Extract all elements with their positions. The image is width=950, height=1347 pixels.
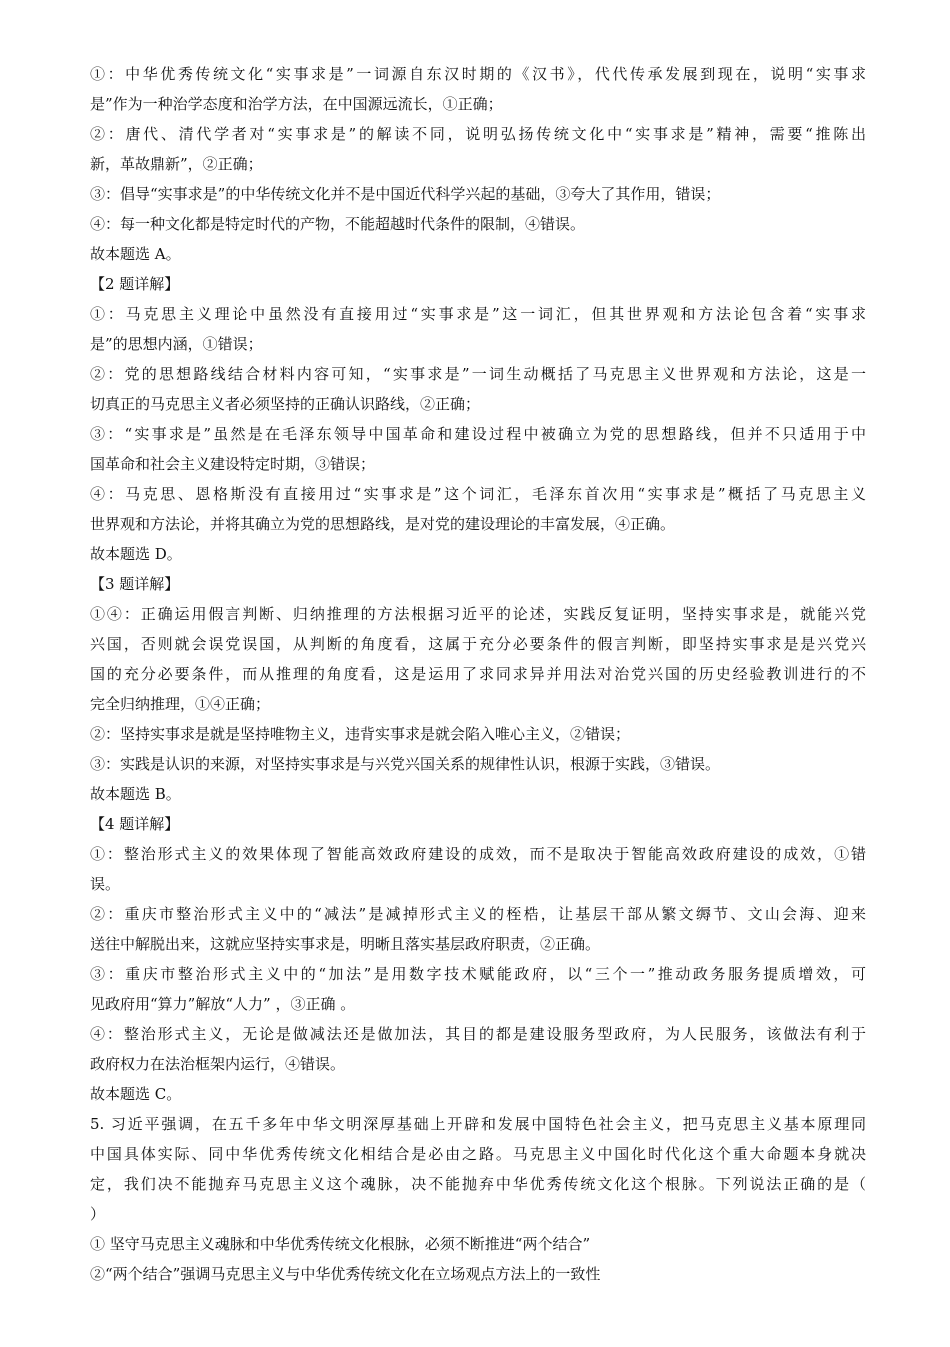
text-line: ④：每一种文化都是特定时代的产物，不能超越时代条件的限制，④错误。: [90, 215, 586, 233]
text-line: 是”的思想内涵，①错误；: [90, 335, 263, 353]
text-line: 送往中解脱出来，这就应坚持实事求是，明晰且落实基层政府职责，②正确。: [90, 935, 601, 953]
q4-item-3: [90, 959, 866, 1019]
text-line: ①④：正确运用假言判断、归纳推理的方法根据习近平的论述，实践反复证明，坚持实事求是，就能兴党: [90, 605, 866, 623]
text-line: 定，我们决不能抛弃马克思主义这个魂脉，决不能抛弃中华优秀传统文化这个根脉。下列说法正确的是（: [90, 1175, 866, 1193]
text-line: 国革命和社会主义建设特定时期，③错误；: [90, 455, 376, 473]
q2-item-3: [90, 419, 866, 479]
q3-heading: [90, 569, 866, 599]
q1-item-1: [90, 59, 866, 119]
text-line: ②：党的思想路线结合材料内容可知，“实事求是”一词生动概括了马克思主义世界观和方法论，这是一: [90, 365, 866, 383]
q2-heading: [90, 269, 866, 299]
text-line: ① 坚守马克思主义魂脉和中华优秀传统文化根脉，必须不断推进“两个结合”: [90, 1235, 591, 1253]
q5-stem: [90, 1109, 866, 1229]
text-line: 误。: [90, 875, 121, 893]
q3-item-14: [90, 599, 866, 719]
text-line: 5. 习近平强调，在五千多年中华文明深厚基础上开辟和发展中国特色社会主义，把马克思主义基本原理同: [90, 1115, 866, 1133]
text-line: 见政府用“算力”解放“人力” ，③正确 。: [90, 995, 356, 1013]
q4-item-2: [90, 899, 866, 959]
text-line: ①：中华优秀传统文化“实事求是”一词源自东汉时期的《汉书》，代代传承发展到现在，说明“实事求: [90, 65, 866, 83]
text-line: ①：马克思主义理论中虽然没有直接用过“实事求是”这一词汇，但其世界观和方法论包含着“实事求: [90, 305, 866, 323]
text-line: ④：整治形式主义，无论是做减法还是做加法，其目的都是建设服务型政府，为人民服务，该做法有利于: [90, 1025, 866, 1043]
text-line: ②“两个结合”强调马克思主义与中华优秀传统文化在立场观点方法上的一致性: [90, 1265, 601, 1283]
text-line: ③：倡导“实事求是”的中华传统文化并不是中国近代科学兴起的基础，③夸大了其作用，错误；: [90, 185, 721, 203]
text-line: 故本题选 C。: [90, 1085, 182, 1103]
text-line: ②：唐代、清代学者对“实事求是”的解读不同，说明弘扬传统文化中“实事求是”精神，需要“推陈出: [90, 125, 866, 143]
q4-answer: [90, 1079, 866, 1109]
text-line: 国的充分必要条件，而从推理的角度看，这是运用了求同求异并用法对治党兴国的历史经验教训进行的不: [90, 665, 866, 683]
q1-item-4: [90, 209, 866, 239]
q1-item-3: [90, 179, 866, 209]
section-heading: 【2 题详解】: [90, 275, 180, 293]
q4-item-4: [90, 1019, 866, 1079]
text-line: 世界观和方法论，并将其确立为党的思想路线，是对党的建设理论的丰富发展，④正确。: [90, 515, 676, 533]
q3-item-3: [90, 749, 866, 779]
q4-item-1: [90, 839, 866, 899]
text-line: ③：实践是认识的来源，对坚持实事求是与兴党兴国关系的规律性认识，根源于实践，③错误。: [90, 755, 721, 773]
text-line: 是”作为一种治学态度和治学方法，在中国源远流长，①正确；: [90, 95, 503, 113]
section-heading: 【4 题详解】: [90, 815, 180, 833]
text-line: ②：重庆市整治形式主义中的“减法”是减掉形式主义的桎梏，让基层干部从繁文缛节、文山会海、迎来: [90, 905, 866, 923]
text-line: 中国具体实际、同中华优秀传统文化相结合是必由之路。马克思主义中国化时代化这个重大命题本身就决: [90, 1145, 866, 1163]
q5-option-2: [90, 1259, 866, 1289]
q5-option-1: [90, 1229, 866, 1259]
text-line: 政府权力在法治框架内运行，④错误。: [90, 1055, 346, 1073]
q2-item-4: [90, 479, 866, 539]
text-line: 兴国，否则就会误党误国，从判断的角度看，这属于充分必要条件的假言判断，即坚持实事求是是兴党兴: [90, 635, 866, 653]
q1-item-2: [90, 119, 866, 179]
text-line: ）: [90, 1205, 106, 1223]
text-line: 完全归纳推理，①④正确；: [90, 695, 271, 713]
q3-item-2: [90, 719, 866, 749]
text-line: ③：重庆市整治形式主义中的“加法”是用数字技术赋能政府，以“三个一”推动政务服务提质增效，可: [90, 965, 866, 983]
text-line: 新，革故鼎新”，②正确；: [90, 155, 263, 173]
text-line: 切真正的马克思主义者必须坚持的正确认识路线，②正确；: [90, 395, 481, 413]
section-heading: 【3 题详解】: [90, 575, 180, 593]
text-line: ②：坚持实事求是就是坚持唯物主义，违背实事求是就会陷入唯心主义，②错误；: [90, 725, 631, 743]
text-line: ①：整治形式主义的效果体现了智能高效政府建设的成效，而不是取决于智能高效政府建设的成效，①错: [90, 845, 866, 863]
text-line: 故本题选 B。: [90, 785, 181, 803]
q1-answer: [90, 239, 866, 269]
q2-answer: [90, 539, 866, 569]
text-line: 故本题选 A。: [90, 245, 181, 263]
text-line: ④：马克思、恩格斯没有直接用过“实事求是”这个词汇，毛泽东首次用“实事求是”概括了马克思主义: [90, 485, 866, 503]
text-line: ③：“实事求是”虽然是在毛泽东领导中国革命和建设过程中被确立为党的思想路线，但并不只适用于中: [90, 425, 866, 443]
text-line: 故本题选 D。: [90, 545, 182, 563]
q2-item-2: [90, 359, 866, 419]
q2-item-1: [90, 299, 866, 359]
q3-answer: [90, 779, 866, 809]
q4-heading: [90, 809, 866, 839]
